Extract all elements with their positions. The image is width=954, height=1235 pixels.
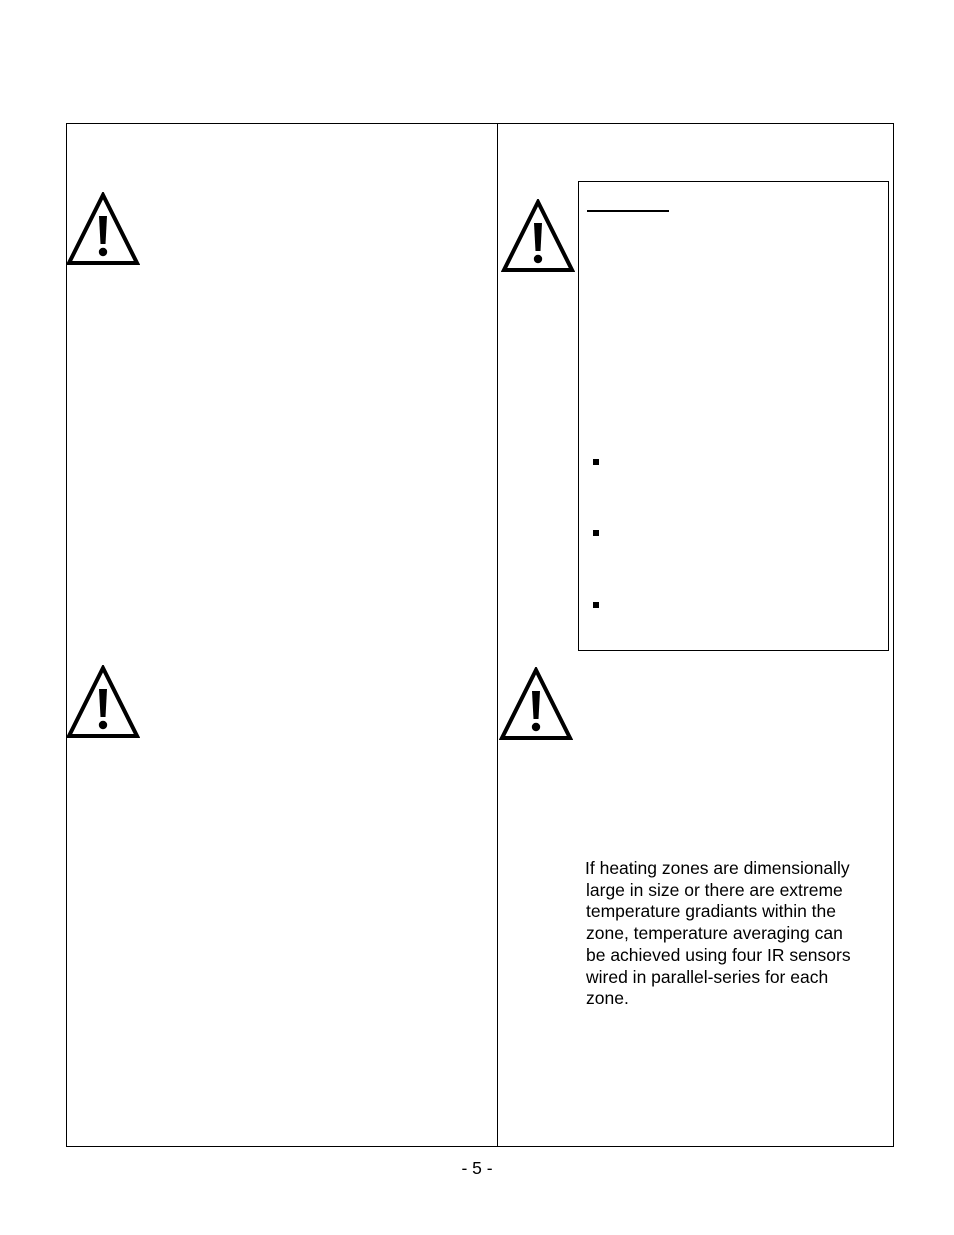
paragraph-line: wired in parallel-series for each — [586, 966, 829, 987]
paragraph-line: temperature gradiants within the — [586, 901, 836, 922]
paragraph-line: zone. — [586, 988, 629, 1009]
warning-triangle-icon — [66, 192, 140, 266]
paragraph-line: large in size or there are extreme — [586, 879, 843, 900]
warning-triangle-icon — [66, 665, 140, 739]
paragraph-line: zone, temperature averaging can — [586, 923, 843, 944]
paragraph-line: be achieved using four IR sensors — [586, 944, 851, 965]
page-number: - 5 - — [461, 1158, 493, 1178]
notice-box — [578, 181, 889, 651]
ir-sensor-averaging-paragraph — [585, 858, 885, 1010]
bullet-marker — [593, 530, 599, 536]
column-divider — [497, 123, 498, 1147]
paragraph-line: If heating zones are dimensionally — [585, 858, 850, 878]
notice-heading-underline — [587, 210, 669, 212]
bullet-marker — [593, 459, 599, 465]
warning-triangle-icon — [499, 667, 573, 741]
bullet-marker — [593, 602, 599, 608]
warning-triangle-icon — [501, 199, 575, 273]
